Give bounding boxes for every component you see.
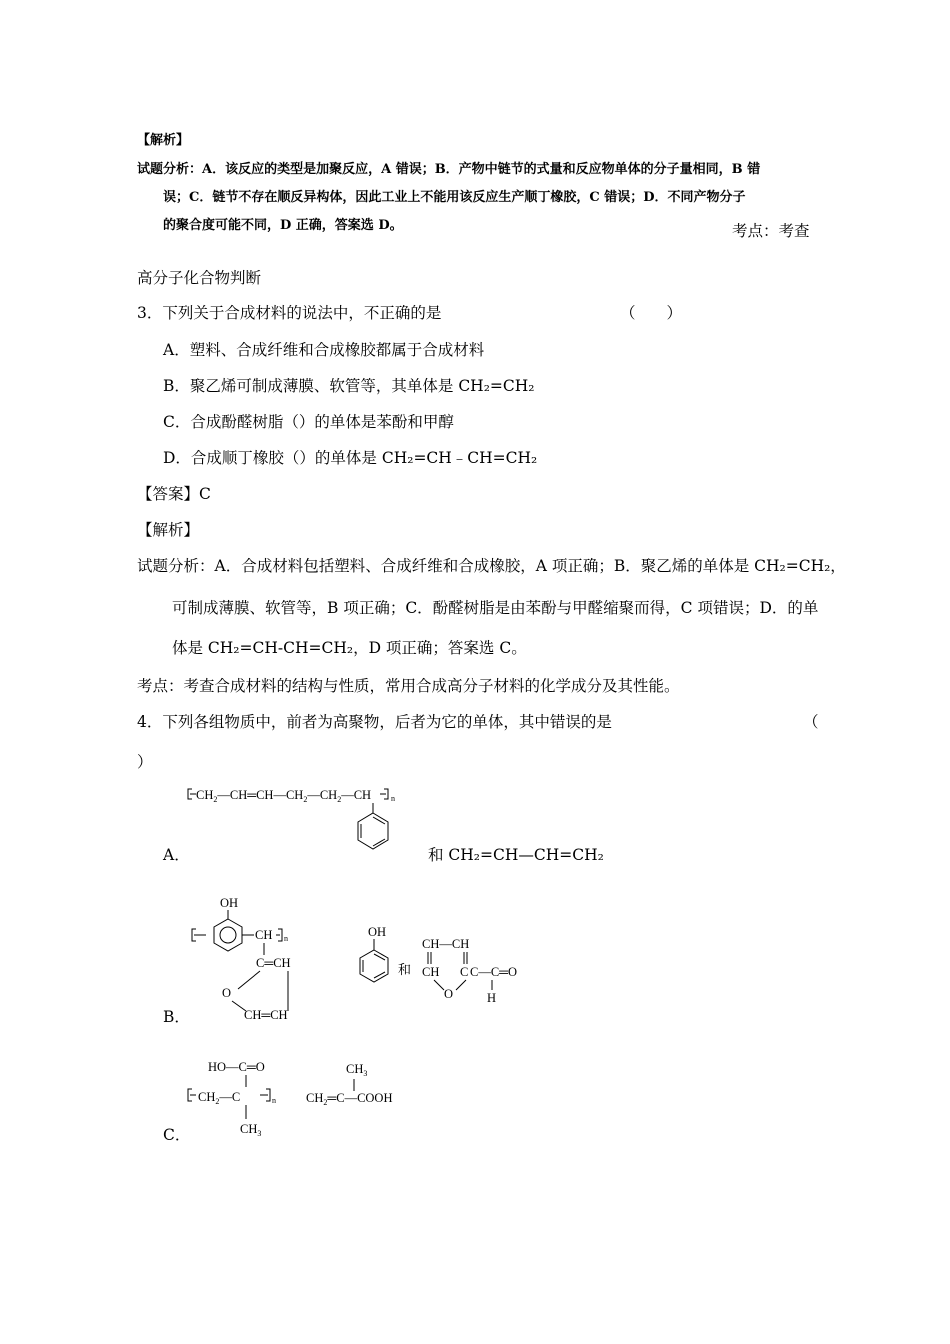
- q4-b-polymer-structure: [190, 893, 330, 1028]
- svg-text:n: n: [284, 934, 288, 943]
- q4-a-polymer-structure: [188, 783, 418, 863]
- svg-text:C—C═O: C—C═O: [470, 965, 518, 979]
- q2-analysis-line-3: 的聚合度可能不同，D 正确，答案选 D。: [163, 218, 403, 233]
- q4-c-monomer-structure: [306, 1057, 416, 1117]
- svg-text:C═CH: C═CH: [256, 956, 291, 970]
- svg-text:CH: CH: [422, 965, 440, 979]
- q2-analysis-line-1: 试题分析：A．该反应的类型是加聚反应，A 错误；B．产物中链节的式量和反应物单体的分子量相同，B 错: [137, 162, 761, 177]
- svg-text:C: C: [460, 965, 469, 979]
- q3-analysis-line-3: 体是 CH₂=CH-CH=CH₂，D 项正确；答案选 C。: [172, 639, 527, 657]
- svg-text:CH3: $CH_3$: [346, 1062, 368, 1078]
- q3-point: 考点：考查合成材料的结构与性质，常用合成高分子材料的化学成分及其性能。: [137, 677, 680, 695]
- q2-point-start: 考点：考查: [732, 222, 810, 240]
- svg-text:CH2—CH═CH—CH2—CH2—CH: $CH_2—CH═CH—CH_2—CH_2—CH$: [196, 788, 372, 804]
- svg-text:CH2═C—COOH: $CH_2═C—COOH$: [306, 1091, 393, 1107]
- q3-stem: 3．下列关于合成材料的说法中，不正确的是: [137, 304, 442, 322]
- svg-text:CH═CH: CH═CH: [244, 1008, 288, 1022]
- svg-text:H: H: [487, 991, 497, 1005]
- svg-text:CH2—C: $CH_2—C$: [198, 1090, 241, 1106]
- q4-option-a-monomer: 和 CH₂=CH—CH=CH₂: [428, 846, 604, 864]
- q3-option-b: B．聚乙烯可制成薄膜、软管等，其单体是 CH₂=CH₂: [163, 377, 535, 395]
- q3-option-d: D．合成顺丁橡胶（）的单体是 CH₂=CH﹣CH=CH₂: [163, 449, 538, 467]
- q4-option-c-label: C．: [163, 1126, 191, 1144]
- svg-text:O: O: [222, 986, 232, 1000]
- q3-analysis-line-2: 可制成薄膜、软管等，B 项正确；C．酚醛树脂是由苯酚与甲醛缩聚而得，C 项错误；D．的单: [172, 599, 819, 617]
- svg-text:HO—C═O: HO—C═O: [208, 1060, 265, 1074]
- svg-text:O: O: [444, 987, 454, 1001]
- q4-stem: 4．下列各组物质中，前者为高聚物，后者为它的单体，其中错误的是: [137, 713, 612, 731]
- svg-text:CH: CH: [255, 928, 273, 942]
- svg-text:OH: OH: [220, 896, 239, 910]
- svg-text:和: 和: [398, 962, 412, 977]
- q4-option-a-label: A．: [163, 846, 190, 864]
- q2-analysis-line-2: 误；C．链节不存在顺反异构体，因此工业上不能用该反应生产顺丁橡胶，C 错误；D．不同产物分子: [163, 190, 746, 205]
- q3-analysis-header: 【解析】: [137, 521, 200, 539]
- q3-answer-paren: （ ）: [620, 304, 683, 322]
- q4-b-monomer-structures: [354, 924, 534, 1004]
- svg-text:CH3: $CH_3$: [240, 1122, 262, 1138]
- q3-option-c: C．合成酚醛树脂（）的单体是苯酚和甲醇: [163, 413, 454, 431]
- q4-option-b-label: B．: [163, 1008, 190, 1026]
- svg-text:n: n: [272, 1096, 276, 1105]
- q3-analysis-line-1: 试题分析：A．合成材料包括塑料、合成纤维和合成橡胶，A 项正确；B．聚乙烯的单体是 CH₂=CH₂，: [137, 557, 846, 575]
- svg-text:n: n: [391, 794, 395, 803]
- q4-c-polymer-structure: [188, 1057, 298, 1139]
- q3-answer: 【答案】C: [137, 485, 211, 503]
- q3-option-a: A．塑料、合成纤维和合成橡胶都属于合成材料: [163, 341, 485, 359]
- svg-text:CH—CH: CH—CH: [422, 937, 470, 951]
- q2-point-cont: 高分子化合物判断: [137, 269, 262, 287]
- svg-text:OH: OH: [368, 925, 387, 939]
- q2-analysis-header: 【解析】: [137, 133, 190, 148]
- q4-paren-close: ）: [137, 753, 153, 771]
- q4-paren-open: （: [803, 713, 819, 731]
